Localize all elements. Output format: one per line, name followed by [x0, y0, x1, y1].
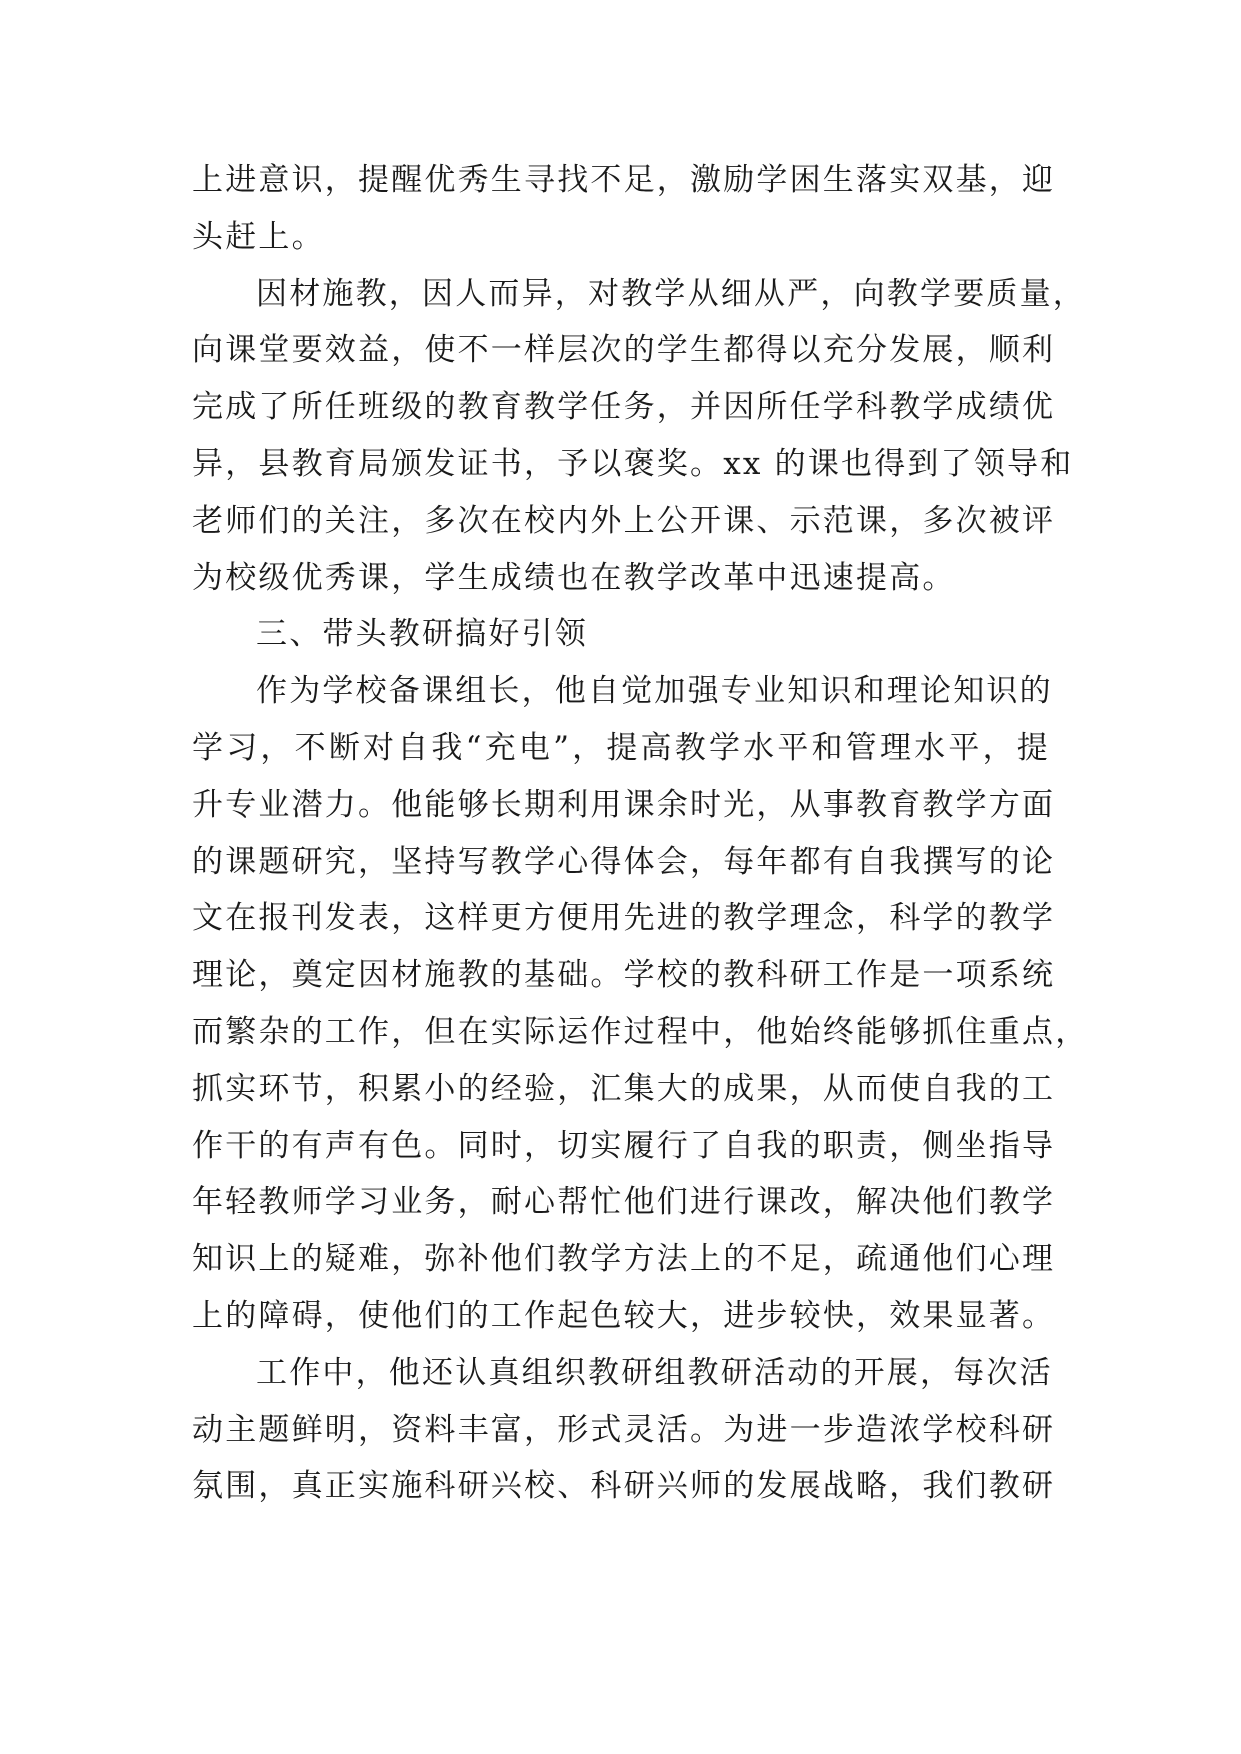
text-line: 升专业潜力。他能够长期利用课余时光，从事教育教学方面 [192, 786, 1056, 823]
text-line: 为校级优秀课，学生成绩也在教学改革中迅速提高。 [192, 559, 956, 596]
text-line: 动主题鲜明，资料丰富，形式灵活。为进一步造浓学校科研 [192, 1411, 1056, 1448]
text-line: 异，县教育局颁发证书，予以褒奖。xx 的课也得到了领导和 [192, 445, 1074, 482]
text-line: 因材施教，因人而异，对教学从细从严，向教学要质量， [256, 275, 1086, 312]
text-line: 上的障碍，使他们的工作起色较大，进步较快，效果显著。 [192, 1297, 1056, 1334]
paragraph-1 [192, 152, 1056, 266]
document-body [192, 152, 1089, 1515]
text-line: 作干的有声有色。同时，切实履行了自我的职责，侧坐指导 [192, 1127, 1056, 1164]
text-line: 完成了所任班级的教育教学任务，并因所任学科教学成绩优 [192, 389, 1056, 426]
section-heading: 三、带头教研搞好引领 [256, 616, 588, 653]
text-line: 上进意识，提醒优秀生寻找不足，激励学困生落实双基，迎 [192, 162, 1056, 198]
text-line: 理论，奠定因材施教的基础。学校的教科研工作是一项系统 [192, 957, 1056, 994]
text-line: 文在报刊发表，这样更方便用先进的教学理念，科学的教学 [192, 900, 1056, 937]
text-line: 老师们的关注，多次在校内外上公开课、示范课，多次被评 [192, 502, 1056, 539]
text-line: 学习，不断对自我“充电”，提高教学水平和管理水平，提 [192, 729, 1050, 766]
text-line: 头赶上。 [192, 218, 325, 255]
text-line: 抓实环节，积累小的经验，汇集大的成果，从而使自我的工 [192, 1070, 1056, 1107]
text-line: 的课题研究，坚持写教学心得体会，每年都有自我撰写的论 [192, 843, 1056, 880]
paragraph-3 [192, 663, 1089, 1345]
paragraph-4 [192, 1345, 1056, 1515]
text-line: 向课堂要效益，使不一样层次的学生都得以充分发展，顺利 [192, 332, 1056, 369]
text-line: 而繁杂的工作，但在实际运作过程中，他始终能够抓住重点， [192, 1013, 1089, 1050]
text-line: 氛围，真正实施科研兴校、科研兴师的发展战略，我们教研 [192, 1468, 1056, 1505]
paragraph-2 [192, 266, 1086, 607]
text-line: 年轻教师学习业务，耐心帮忙他们进行课改，解决他们教学 [192, 1184, 1056, 1221]
text-line: 工作中，他还认真组织教研组教研活动的开展，每次活 [256, 1354, 1053, 1391]
text-line: 知识上的疑难，弥补他们教学方法上的不足，疏通他们心理 [192, 1241, 1056, 1278]
text-line: 作为学校备课组长，他自觉加强专业知识和理论知识的 [256, 673, 1053, 710]
